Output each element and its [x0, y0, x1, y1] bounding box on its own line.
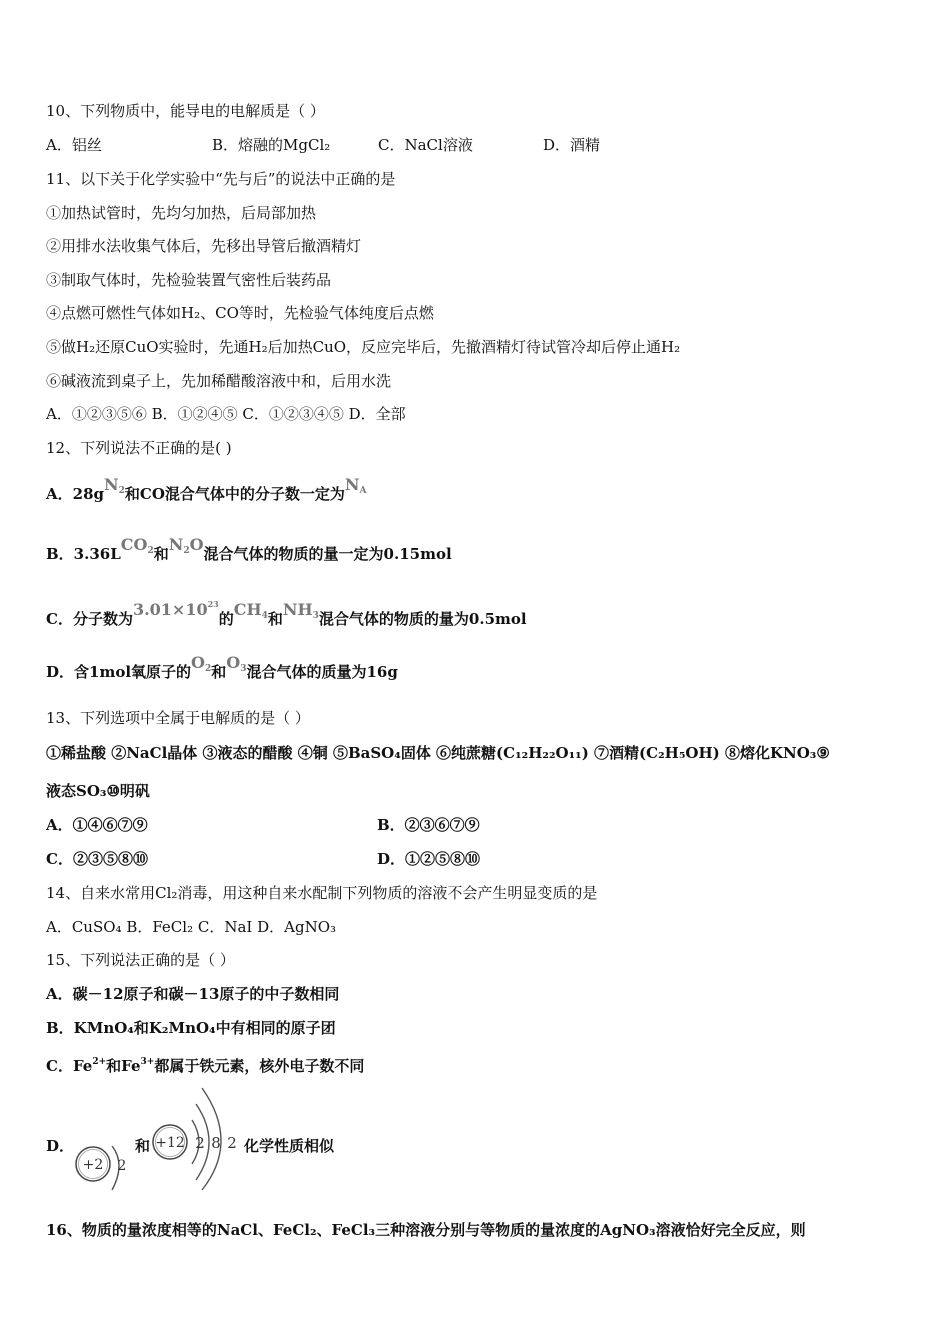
q15-option-c: C．$Fe^{2+}$和$Fe^{3+}$都属于铁元素，核外电子数不同	[46, 1057, 365, 1075]
q13-line-2: 液态SO₃⑩明矾	[46, 782, 150, 800]
q12-b-post: 混合气体的物质的量一定为0.15mol	[203, 545, 452, 563]
q15-option-d-and: 和	[135, 1137, 151, 1155]
q10-stem: 10、下列物质中，能导电的电解质是（ ）	[46, 102, 325, 120]
q11-stem: 11、以下关于化学实验中“先与后”的说法中正确的是	[46, 170, 396, 188]
q11-item-2: ②用排水法收集气体后，先移出导管后撤酒精灯	[46, 237, 362, 255]
magnesium-atom-diagram	[150, 1082, 245, 1192]
magnesium-shell-3: 2	[227, 1134, 237, 1152]
q12-d-and: 和	[211, 663, 227, 681]
q10-option-d: D．酒精	[543, 136, 601, 154]
q13-option-d: D．①②⑤⑧⑩	[377, 850, 481, 868]
q16-stem: 16、物质的量浓度相等的NaCl、FeCl₂、FeCl₃三种溶液分别与等物质的量浓度的AgNO₃溶液恰好完全反应，则	[46, 1221, 806, 1239]
q11-item-3: ③制取气体时，先检验装置气密性后装药品	[46, 271, 332, 289]
q12-option-d	[46, 653, 398, 688]
q13-stem: 13、下列选项中全属于电解质的是（ ）	[46, 709, 310, 727]
q15-option-b: B．KMnO₄和K₂MnO₄中有相同的原子团	[46, 1019, 336, 1037]
q13-option-b: B．②③⑥⑦⑨	[377, 816, 480, 834]
q12-option-c	[46, 599, 527, 635]
q14-stem: 14、自来水常用Cl₂消毒，用这种自来水配制下列物质的溶液不会产生明显变质的是	[46, 884, 598, 902]
q12-c-of: 的	[218, 610, 234, 628]
q12-d-pre: D．含1mol氧原子的	[46, 663, 192, 681]
formula-na: NA	[344, 475, 367, 496]
q12-option-a	[46, 475, 367, 510]
formula-co2: CO2	[120, 535, 154, 556]
magnesium-shell-1: 2	[195, 1134, 205, 1152]
q12-d-post: 混合气体的质量为16g	[246, 663, 398, 681]
q11-options: A．①②③⑤⑥ B．①②④⑤ C．①②③④⑤ D．全部	[46, 405, 406, 423]
q10-option-b: B．熔融的MgCl₂	[212, 136, 331, 154]
q15-stem: 15、下列说法正确的是（ ）	[46, 951, 235, 969]
helium-atom-diagram	[72, 1140, 132, 1194]
q15-option-d-label: D．	[46, 1137, 75, 1155]
q12-stem: 12、下列说法不正确的是( )	[46, 439, 232, 457]
q12-a-pre: A．28g	[46, 485, 105, 503]
helium-nucleus: +2	[82, 1157, 104, 1173]
q12-c-pre: C．分子数为	[46, 610, 133, 628]
q11-item-5: ⑤做H₂还原CuO实验时，先通H₂后加热CuO，反应完毕后，先撤酒精灯待试管冷却后停止通H₂	[46, 338, 681, 356]
formula-ch4: CH4	[233, 600, 268, 621]
q13-option-c: C．②③⑤⑧⑩	[46, 850, 148, 868]
formula-nh3: NH3	[282, 600, 319, 621]
q12-option-b	[46, 535, 452, 570]
q13-line-1: ①稀盐酸 ②NaCl晶体 ③液态的醋酸 ④铜 ⑤BaSO₄固体 ⑥纯蔗糖(C₁₂H₂₂O₁₁) ⑦酒精(C₂H₅OH) ⑧熔化KNO₃⑨	[46, 744, 830, 762]
helium-shell-1: 2	[117, 1158, 127, 1174]
magnesium-shell-2: 8	[211, 1134, 221, 1152]
q13-option-a: A．①④⑥⑦⑨	[46, 816, 148, 834]
q12-c-and: 和	[267, 610, 283, 628]
q15-option-a: A．碳－12原子和碳－13原子的中子数相同	[46, 985, 340, 1003]
q10-option-a: A．铝丝	[46, 136, 102, 154]
q10-option-c: C．NaCl溶液	[378, 136, 473, 154]
formula-n2o: N2O	[168, 535, 204, 556]
q12-a-mid: 和CO混合气体中的分子数一定为	[124, 485, 345, 503]
formula-o3: O3	[226, 653, 247, 674]
q14-options: A．CuSO₄ B．FeCl₂ C．NaI D．AgNO₃	[46, 918, 337, 936]
q12-b-and: 和	[153, 545, 169, 563]
q12-b-pre: B．3.36L	[46, 545, 121, 563]
q11-item-4: ④点燃可燃性气体如H₂、CO等时，先检验气体纯度后点燃	[46, 304, 434, 322]
formula-o2: O2	[191, 653, 212, 674]
magnesium-nucleus: +12	[155, 1135, 185, 1151]
q11-item-6: ⑥碱液流到桌子上，先加稀醋酸溶液中和，后用水洗	[46, 372, 392, 390]
q15-option-d-post: 化学性质相似	[244, 1137, 335, 1155]
q12-c-post: 混合气体的物质的量为0.5mol	[318, 610, 527, 628]
formula-n2: N2	[104, 475, 125, 496]
q11-item-1: ①加热试管时，先均匀加热，后局部加热	[46, 204, 317, 222]
formula-avogadro: $3.01\times 10^{23}$	[132, 599, 219, 619]
